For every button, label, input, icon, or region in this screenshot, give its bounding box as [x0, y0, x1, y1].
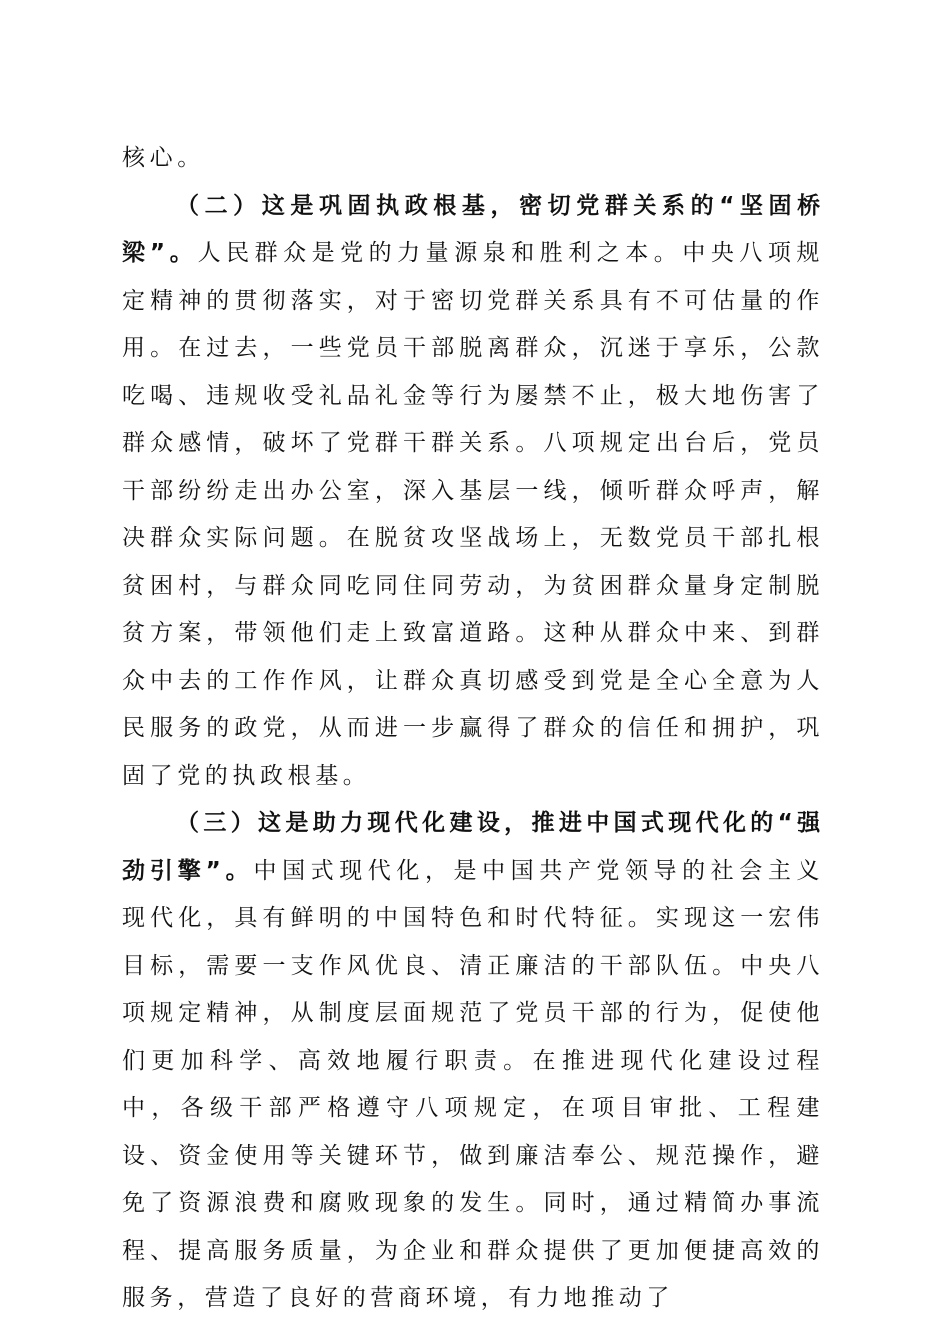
document-body: [122, 135, 824, 1323]
section-3-heading: （三）这是助力现代化建设，推进中国式现代化的“强劲引擎”。: [122, 810, 824, 884]
continuation-text: 核心。: [122, 145, 205, 171]
section-3-paragraph: [122, 800, 824, 1323]
section-2-heading: （二）这是巩固执政根基，密切党群关系的“坚固桥梁”。: [122, 192, 824, 266]
section-3-body: 中国式现代化，是中国共产党领导的社会主义现代化，具有鲜明的中国特色和时代特征。实现这一宏伟目标，需要一支作风优良、清正廉洁的干部队伍。中央八项规定精神，从制度层面规范了党员干部的行为，促使他们更加科学、高效地履行职责。在推进现代化建设过程中，各级干部严格遵守八项规定，在项目审批、工程建设、资金使用等关键环节，做到廉洁奉公、规范操作，避免了资源浪费和腐败现象的发生。同时，通过精简办事流程、提高服务质量，为企业和群众提供了更加便捷高效的服务，营造了良好的营商环境，有力地推动了: [122, 857, 825, 1311]
section-2-paragraph: [122, 183, 824, 801]
section-2-body: 人民群众是党的力量源泉和胜利之本。中央八项规定精神的贯彻落实，对于密切党群关系具有不可估量的作用。在过去，一些党员干部脱离群众，沉迷于享乐，公款吃喝、违规收受礼品礼金等行为屡禁不止，极大地伤害了群众感情，破坏了党群干群关系。八项规定出台后，党员干部纷纷走出办公室，深入基层一线，倾听群众呼声，解决群众实际问题。在脱贫攻坚战场上，无数党员干部扎根贫困村，与群众同吃同住同劳动，为贫困群众量身定制脱贫方案，带领他们走上致富道路。这种从群众中来、到群众中去的工作作风，让群众真切感受到党是全心全意为人民服务的政党，从而进一步赢得了群众的信任和拥护，巩固了党的执政根基。: [122, 240, 824, 789]
